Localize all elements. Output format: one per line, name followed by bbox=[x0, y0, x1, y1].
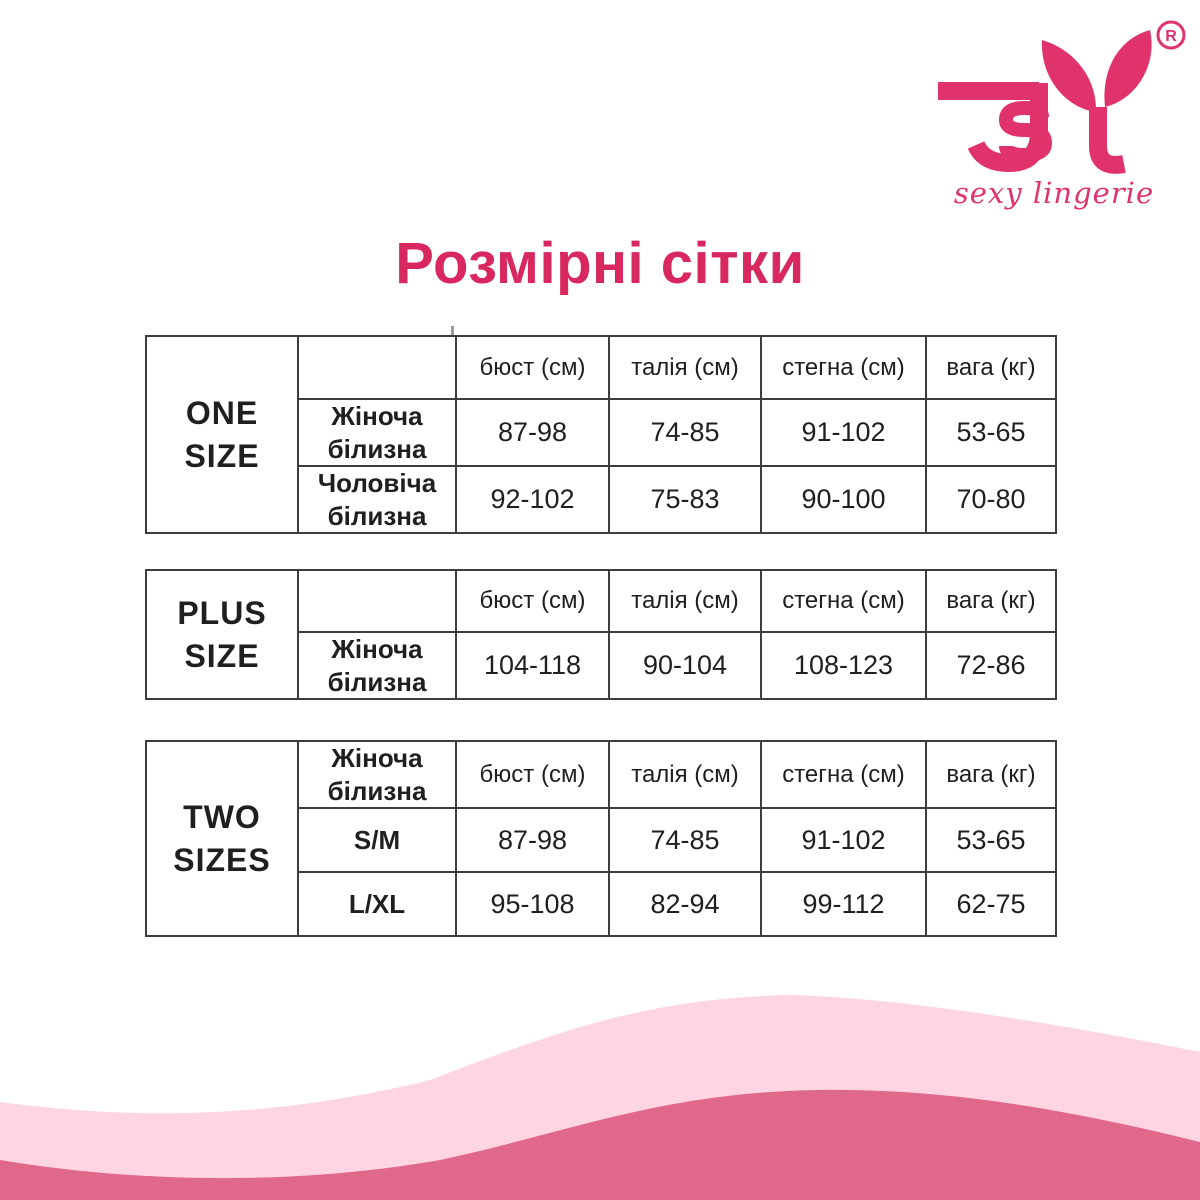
registered-trademark-icon bbox=[1158, 22, 1184, 48]
column-header bbox=[298, 336, 456, 399]
product-row-name: Жіноча білизна bbox=[298, 632, 456, 699]
size-category-label-line: TWO bbox=[183, 799, 261, 836]
measurement-value: 72-86 bbox=[926, 632, 1056, 699]
column-header: стегна (см) bbox=[761, 570, 926, 632]
size-category-label-line: PLUS bbox=[177, 595, 267, 632]
leaf-left-icon bbox=[1042, 40, 1096, 112]
measurement-value: 87-98 bbox=[456, 399, 609, 466]
s-letter-shape bbox=[1006, 108, 1045, 155]
wave-decoration bbox=[0, 950, 1200, 1200]
measurement-value: 62-75 bbox=[926, 872, 1056, 936]
measurement-value: 95-108 bbox=[456, 872, 609, 936]
jsy-logo-mark bbox=[938, 22, 1184, 165]
column-header: стегна (см) bbox=[761, 741, 926, 808]
column-header: бюст (см) bbox=[456, 741, 609, 808]
column-header: вага (кг) bbox=[926, 570, 1056, 632]
measurement-value: 82-94 bbox=[609, 872, 761, 936]
svg-text:R: R bbox=[1165, 28, 1177, 45]
measurement-value: 90-100 bbox=[761, 466, 926, 533]
measurement-value: 53-65 bbox=[926, 808, 1056, 872]
size-category-label bbox=[146, 570, 298, 699]
product-row-name: S/M bbox=[298, 808, 456, 872]
column-header: бюст (см) bbox=[456, 570, 609, 632]
size-category-label bbox=[146, 336, 298, 533]
measurement-value: 108-123 bbox=[761, 632, 926, 699]
size-category-label-line: SIZES bbox=[173, 841, 271, 878]
measurement-value: 104-118 bbox=[456, 632, 609, 699]
page-title: Розмірні сітки bbox=[395, 231, 805, 296]
column-header: бюст (см) bbox=[456, 336, 609, 399]
measurement-value: 70-80 bbox=[926, 466, 1056, 533]
size-table-one-size bbox=[145, 335, 1057, 534]
size-table-two-sizes bbox=[145, 740, 1057, 937]
column-header bbox=[298, 570, 456, 632]
measurement-value: 99-112 bbox=[761, 872, 926, 936]
column-header: вага (кг) bbox=[926, 336, 1056, 399]
column-header: талія (см) bbox=[609, 741, 761, 808]
product-row-name: Чоловіча білизна bbox=[298, 466, 456, 533]
measurement-value: 74-85 bbox=[609, 808, 761, 872]
column-header: талія (см) bbox=[609, 570, 761, 632]
table-row bbox=[146, 336, 1056, 399]
product-row-name: Жіноча білизна bbox=[298, 399, 456, 466]
product-row-name: L/XL bbox=[298, 872, 456, 936]
measurement-value: 74-85 bbox=[609, 399, 761, 466]
size-category-label bbox=[146, 741, 298, 936]
column-header: вага (кг) bbox=[926, 741, 1056, 808]
size-category-label-line: SIZE bbox=[184, 637, 260, 674]
y-letter-stem-shape bbox=[1098, 107, 1124, 165]
measurement-value: 75-83 bbox=[609, 466, 761, 533]
column-header: талія (см) bbox=[609, 336, 761, 399]
measurement-value: 91-102 bbox=[761, 399, 926, 466]
brand-tagline: sexy lingerie bbox=[953, 176, 1155, 210]
size-table-plus-size bbox=[145, 569, 1057, 700]
measurement-value: 87-98 bbox=[456, 808, 609, 872]
table-row bbox=[146, 741, 1056, 808]
measurement-value: 53-65 bbox=[926, 399, 1056, 466]
size-category-label-line: SIZE bbox=[184, 437, 260, 474]
leaf-right-icon bbox=[1104, 30, 1151, 107]
measurement-value: 91-102 bbox=[761, 808, 926, 872]
size-category-label-line: ONE bbox=[185, 395, 259, 432]
column-header: Жіноча білизна bbox=[298, 741, 456, 808]
column-header: стегна (см) bbox=[761, 336, 926, 399]
brand-logo bbox=[928, 14, 1188, 214]
measurement-value: 92-102 bbox=[456, 466, 609, 533]
table-row bbox=[146, 570, 1056, 632]
measurement-value: 90-104 bbox=[609, 632, 761, 699]
